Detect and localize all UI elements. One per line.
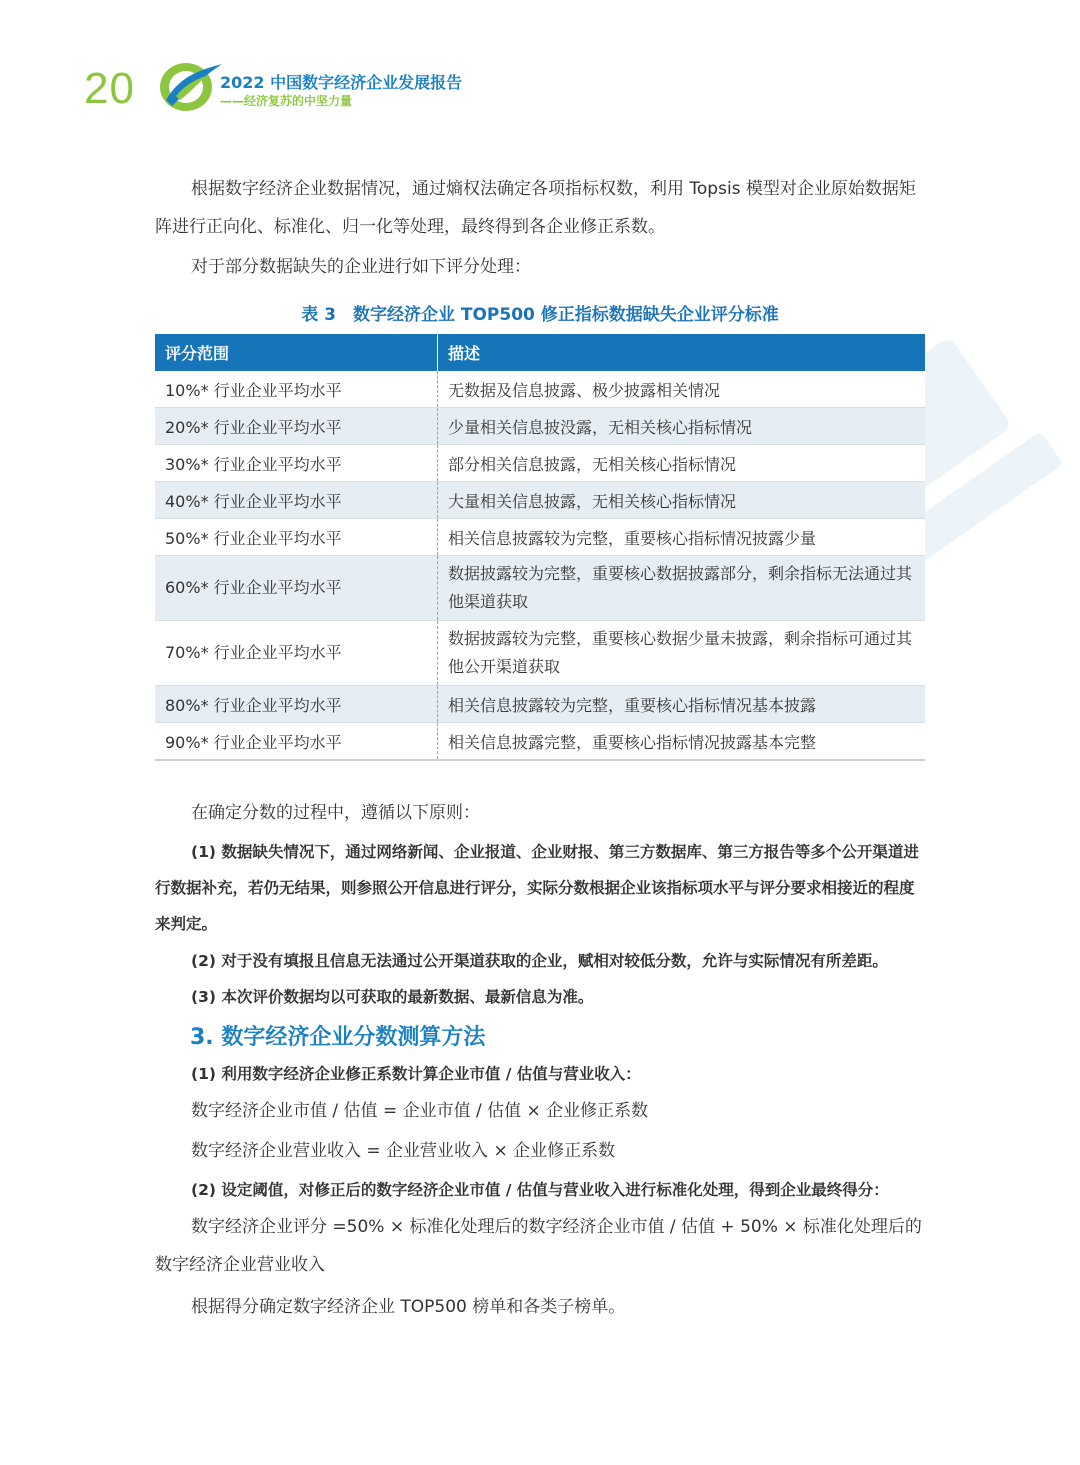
page-number: 20 xyxy=(84,64,135,113)
table-cell-range: 60%* 行业企业平均水平 xyxy=(155,556,438,621)
table-row xyxy=(155,519,925,556)
table-cell-range: 80%* 行业企业平均水平 xyxy=(155,686,438,723)
report-title: 2022 中国数字经济企业发展报告 xyxy=(220,73,463,92)
table-row xyxy=(155,482,925,519)
table-header-row xyxy=(155,334,925,371)
formula-market-value: 数字经济企业市值 / 估值 = 企业市值 / 估值 × 企业修正系数 xyxy=(191,1101,649,1121)
scoring-table xyxy=(155,334,925,761)
table-cell-desc: 相关信息披露较为完整，重要核心指标情况披露少量 xyxy=(438,519,926,556)
table-cell-range: 50%* 行业企业平均水平 xyxy=(155,519,438,556)
table-caption: 表 3 数字经济企业 TOP500 修正指标数据缺失企业评分标准 xyxy=(301,305,779,325)
table-cell-desc: 数据披露较为完整，重要核心数据少量未披露，剩余指标可通过其他公开渠道获取 xyxy=(438,621,926,686)
table-cell-desc: 相关信息披露较为完整，重要核心指标情况基本披露 xyxy=(438,686,926,723)
principle-item-3: (3) 本次评价数据均以可获取的最新数据、最新信息为准。 xyxy=(191,988,594,1006)
table-cell-desc: 部分相关信息披露，无相关核心指标情况 xyxy=(438,445,926,482)
table-cell-range: 10%* 行业企业平均水平 xyxy=(155,371,438,408)
method-step-1: (1) 利用数字经济企业修正系数计算企业市值 / 估值与营业收入： xyxy=(191,1065,641,1083)
principle-item-1: (1) 数据缺失情况下，通过网络新闻、企业报道、企业财报、第三方数据库、第三方报告等多个公开渠道进行数据补充，若仍无结果，则参照公开信息进行评分，实际分数根据企业该指标项水平与评分要求相接近的程度来判定。 xyxy=(155,843,919,933)
table-cell-desc: 相关信息披露完整，重要核心指标情况披露基本完整 xyxy=(438,723,926,761)
table-row xyxy=(155,371,925,408)
table-row xyxy=(155,723,925,761)
principles-intro: 在确定分数的过程中，遵循以下原则： xyxy=(191,803,480,823)
table-row xyxy=(155,556,925,621)
table-cell-range: 90%* 行业企业平均水平 xyxy=(155,723,438,761)
table-cell-range: 30%* 行业企业平均水平 xyxy=(155,445,438,482)
intro-paragraph-1: 根据数字经济企业数据情况，通过熵权法确定各项指标权数，利用 Topsis 模型对企业原始数据矩阵进行正向化、标准化、归一化等处理，最终得到各企业修正系数。 xyxy=(155,179,916,237)
table-header-desc: 描述 xyxy=(438,334,926,371)
table-row xyxy=(155,686,925,723)
formula-score: 数字经济企业评分 =50% × 标准化处理后的数字经济企业市值 / 估值 + 50% × 标准化处理后的数字经济企业营业收入 xyxy=(155,1217,922,1275)
formula-revenue: 数字经济企业营业收入 = 企业营业收入 × 企业修正系数 xyxy=(191,1141,616,1161)
table-row xyxy=(155,445,925,482)
table-row xyxy=(155,408,925,445)
conclusion-paragraph: 根据得分确定数字经济企业 TOP500 榜单和各类子榜单。 xyxy=(191,1297,626,1317)
table-cell-range: 40%* 行业企业平均水平 xyxy=(155,482,438,519)
method-step-2: (2) 设定阈值，对修正后的数字经济企业市值 / 估值与营业收入进行标准化处理，得到企业最终得分： xyxy=(191,1181,889,1199)
table-cell-desc: 少量相关信息披没露，无相关核心指标情况 xyxy=(438,408,926,445)
section-heading: 3. 数字经济企业分数测算方法 xyxy=(190,1025,486,1050)
report-subtitle: ——经济复苏的中坚力量 xyxy=(220,94,353,108)
table-cell-desc: 无数据及信息披露、极少披露相关情况 xyxy=(438,371,926,408)
table-cell-desc: 大量相关信息披露，无相关核心指标情况 xyxy=(438,482,926,519)
report-logo-icon xyxy=(152,56,224,116)
table-cell-range: 70%* 行业企业平均水平 xyxy=(155,621,438,686)
page-header xyxy=(0,0,1080,140)
intro-paragraph-2: 对于部分数据缺失的企业进行如下评分处理： xyxy=(191,257,531,277)
table-row xyxy=(155,621,925,686)
principle-item-2: (2) 对于没有填报且信息无法通过公开渠道获取的企业，赋相对较低分数，允许与实际情况有所差距。 xyxy=(191,952,888,970)
table-cell-desc: 数据披露较为完整，重要核心数据披露部分，剩余指标无法通过其他渠道获取 xyxy=(438,556,926,621)
table-header-range: 评分范围 xyxy=(155,334,438,371)
table-cell-range: 20%* 行业企业平均水平 xyxy=(155,408,438,445)
